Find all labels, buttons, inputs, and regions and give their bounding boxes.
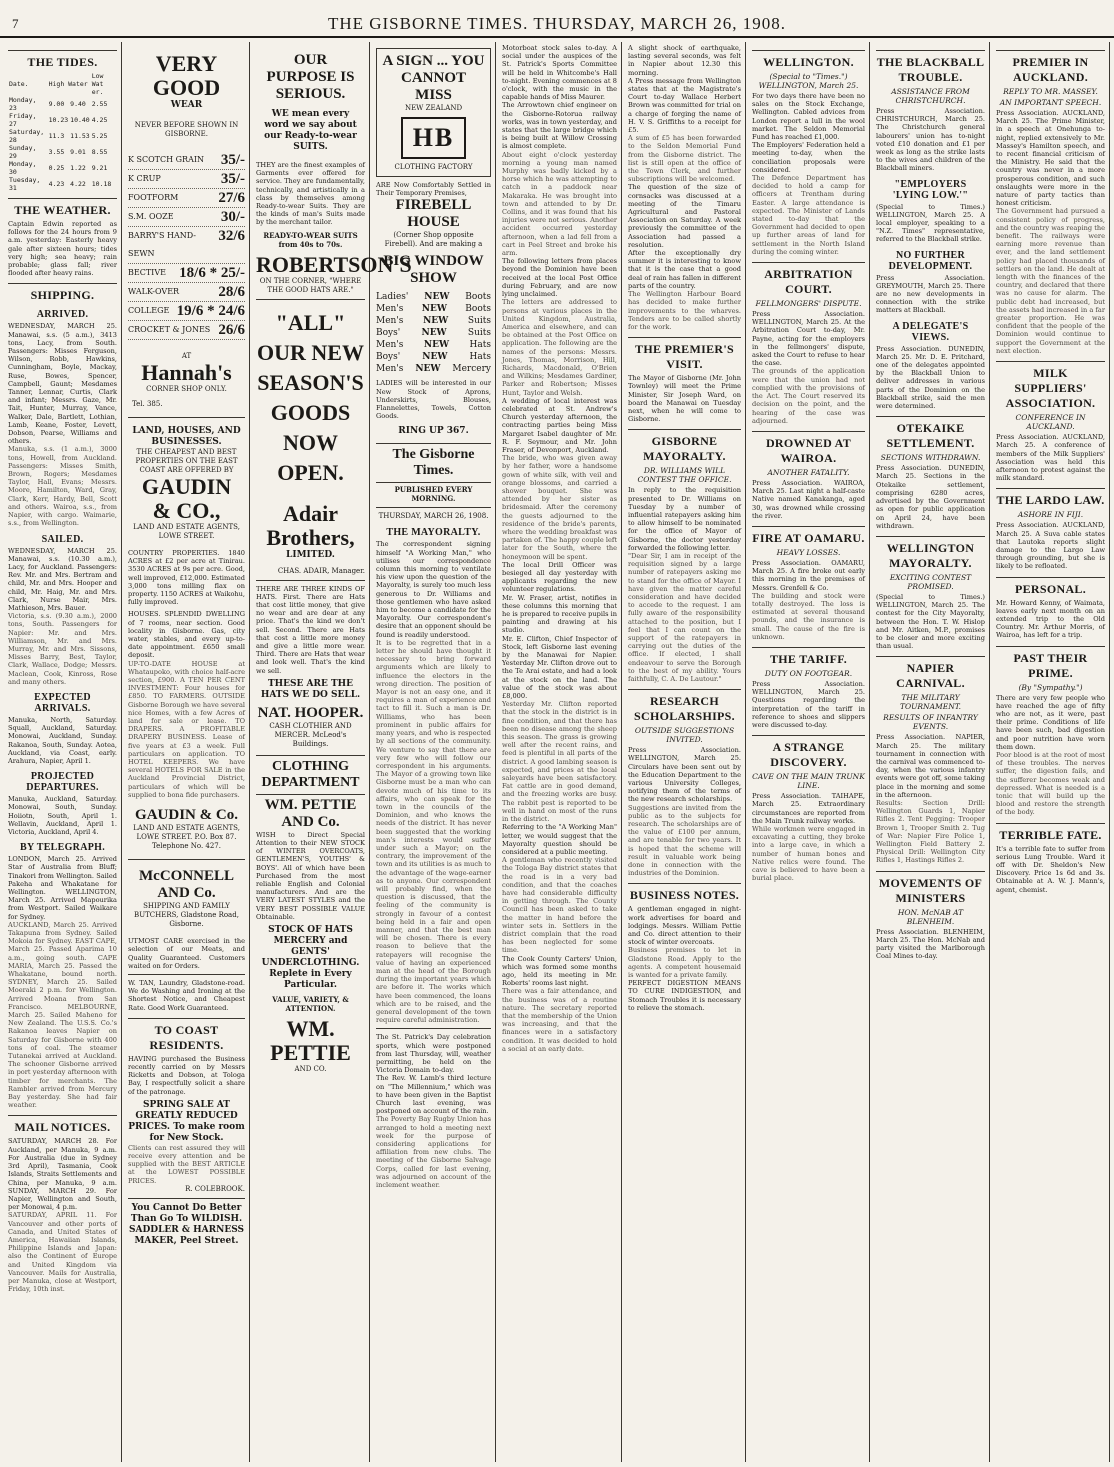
spring-sale-text: SPRING SALE AT GREATLY REDUCED PRICES. To make room for New Stock. (128, 1099, 245, 1143)
research-heading: RESEARCH SCHOLARSHIPS. (628, 689, 741, 724)
newspaper-title: THE GISBORNE TIMES. THURSDAY, MARCH 26, 1908. (327, 14, 787, 33)
tariff-heading: THE TARIFF. (752, 647, 865, 667)
telegraph-text: LONDON, March 25. Arrived Star of Australia from Bluff; Tinakori from Wellington. Sailed Pakeha and Whakatane for Wellington. WELLINGTON, March 25. Arrived Mapourika from Westport. Sailed Waikare for Sydney. (8, 855, 117, 921)
weather-text: Captain Edwin reported as follows for the 24 hours from 9 a.m. yesterday: Easterly heavy gale after sixteen hours; tides very high; sea heavy; rain probable; glass fall; river flooded after heavy rains. (8, 220, 117, 278)
terrible-fate-heading: TERRIBLE FATE. (996, 823, 1105, 843)
tides-table: Date. High Water Low Wat er. Monday, 23 9.00 9.40 2.55 Friday, 27 10.23 10.40 4.25 Saturday, 28 11.3 11.53 5.25 Sunday, 29 3.55 9.01 8.55 Monday, 30 0.25 1.22 9.21 Tuesday, 31 4.23 4.22 10.18 (8, 72, 117, 192)
premier-auckland-text: Press Association. AUCKLAND, March 25. The Prime Minister, in a speech at Onehunga to-night, replied extensively to Mr. Massey's Hamilton speech, and to recent financial criticism of the Ministry. He said that the country was never in a more prosperous condition, and such onslaughts were more in the nature of party tactics than honest criticism. (996, 109, 1105, 208)
divider (128, 859, 245, 860)
st-patricks-text: The St. Patrick's Day celebration sports, which were postponed from last Thursday, will, weather permitting, be held on the Victoria Domain to-day. (376, 1033, 491, 1075)
past-prime-text: There are very few people who have reached the age of fifty who are not, as it were, past their prime. Conditions of life have been such, bad digestion and poor nutrition have worn them down. (996, 693, 1105, 751)
list-item: WALK-OVER 28/6 (128, 284, 245, 300)
dry-summer-text: After the exceptionally dry summer it is interesting to know that it is the case that a good deal of rain has fallen in different parts of the country. (628, 249, 741, 290)
column-5 (498, 42, 622, 1462)
filler-text: It is to be regretted that in a letter he should have thought it necessary to bring forward arguments which are likely to influence the electors in the wrong direction. The position of Mayor is not an easy one, and it requires a man of experience and tact to fill it. Such a man is Dr. Williams, who has been prominent in public affairs for many years, and who is respected by all sections of the community. We venture to say that there are very few who will follow our correspondent in his arguments. The Mayor of a growing town like Gisborne must be a man who can devote much of his time to its affairs, who can speak for the town in the councils of the Dominion, and who knows the needs of the district. It has never been suggested that the working man's interests would suffer under such a Mayor; on the contrary, the improvement of the town and its utilities is as much to the advantage of the wage-earner as to anyone. Our correspondent will probably find, when the question is discussed, that the feeling of the community is strongly in favour of a contest being held in a fair and open manner, and that the best man will be chosen. There is every reason to believe that the ratepayers will recognise the value of having an experienced man at the head of the Borough during the important years which are before it. The works which have been commenced, the loans which are to be raised, and the general development of the town require careful administration. (376, 638, 491, 1025)
filler-text: The Wellington Harbour Board has decided to make further improvements to the wharves. Tenders are to be called shortly for the work. (628, 290, 741, 331)
lamb-lecture-text: The Rev. W. Lamb's third lecture on "The Millennium," which was to have been given in the Baptist Church last evening, was postponed on account of the rain. (376, 1074, 491, 1116)
development-heading: NO FURTHER DEVELOPMENT. (888, 249, 973, 272)
development-text: Press Association. GREYMOUTH, March 25. There are no new developments in connection with the strike matters at Blackball. (876, 273, 985, 315)
business-notes-heading: BUSINESS NOTES. (628, 883, 741, 903)
filler-text: Clients can rest assured they will receive every attention and be supplied with the BEST ARTICLE at the LOWEST POSSIBLE PRICES. (128, 1143, 245, 1185)
milk-suppliers-heading: MILK SUPPLIERS' ASSOCIATION. (996, 361, 1105, 411)
business-notes-text: A gentleman engaged in night-work advertises for board and lodgings. Messrs. William Pettie and Co. direct attention to their stock of winter overcoats. (628, 905, 741, 947)
divider (376, 1028, 491, 1029)
blackball-heading: THE BLACKBALL TROUBLE. (876, 50, 985, 85)
table-row: Monday, 30 0.25 1.22 9.21 (9, 160, 108, 176)
pettie-text: WISH to Direct Special Attention to their NEW STOCK of WINTER OVERCOATS, GENTLEMEN'S, YOUTHS' & BOYS'. All of which have been Purchased from the most reliable English and Colonial manufacturers. And are the VERY LATEST STYLES and the VERY BEST POSSIBLE VALUE Obtainable. (256, 830, 365, 921)
boot-price-list (128, 151, 245, 340)
painting-text: Mr. W. Fraser, artist, notifies in these columns this morning that he is prepared to receive pupils in painting and drawing at his studio. (502, 593, 617, 635)
colebrook-signature: R. COLEBROOK. (185, 1184, 245, 1193)
drill-text: The local Drill Officer was besieged all day yesterday with applicants regarding the new volunteer regulations. (502, 560, 617, 594)
page-number: 7 (12, 16, 19, 31)
filler-text: The grounds of the application were that the union had not complied with the provisions of the Act. The Court reserved its decision on the point, and the hearing of the case was adjourned. (752, 367, 865, 425)
tariff-text: Press Association. WELLINGTON, March 25. Questions regarding the interpretation of the tariff in reference to shoes and slippers were discussed to-day. (752, 679, 865, 729)
ad-headline: VERY GOOD (152, 51, 221, 100)
column-9: PREMIER IN AUCKLAND. REPLY TO MR. MASSEY. AN IMPORTANT SPEECH. Press Association. AUCKLAND, March 25. The Prime Minister, in a speech at Onehunga to-night, replied extensively to Mr. Massey's Hamilton speech, and to recent financial criticism of the Ministry. He said that the country was never in a more prosperous condition, and such onslaughts were more in the nature of party tactics than honest criticism. The Government had pursued a consistent policy of progress, and the country was reaping the benefit. The railways were earning more revenue than ever, and the land settlement policy had placed thousands of settlers on the land. He dealt at length with the finances of the country, and declared that there was no cause for alarm. The public debt had increased, but the assets had increased in a far greater proportion. He was confident that the people of the Dominion would continue to support the Government at the next election. MILK SUPPLIERS' ASSOCIATION. CONFERENCE IN AUCKLAND. Press Association. AUCKLAND, March 25. A conference of members of the Milk Suppliers' Association was held this afternoon to protest against the milk standard. THE LARDO LAW. ASHORE IN FIJI. Press Association. AUCKLAND, March 25. A Suva cable states that Lautoka reports slight damage to the Largo Law through grounding, but she is likely to be refloated. PERSONAL. Mr. Howard Kenny, of Waimata, leaves early next month on an extended trip to the Old Country. Mr. Arthur Morris, of Wairoa, has left for a trip. PAST THEIR PRIME. (By "Sympathy.") There are very few people who have reached the age of fifty who are not, as it were, past their prime. Conditions of life have been such, bad digestion and poor nutrition have worn them down. Poor blood is at the root of most of these troubles. The nerves suffer, the digestion fails, and the sufferer becomes weak and depressed. What is needed is a tonic that will build up the blood and restore the strength of the body. TERRIBLE FATE. It's a terrible fate to suffer from serious Lung Trouble. Ward it off with Dr. Sheldon's New Discovery. Price 1s 6d and 3s. Obtainable at A. W. J. Mann's, agent, chemist. (992, 42, 1110, 1462)
gaudin-ad-2: GAUDIN & Co. LAND AND ESTATE AGENTS, LOWE STREET. P.O. Box 87. Telephone No. 427. (133, 807, 240, 851)
gisborne-mayoralty-text: In reply to the requisition presented to Dr. Williams on Tuesday by a number of influential ratepayers asking him to allow himself to be nominated for the office of Mayor of Gisborne, the doctor yesterday forwarded the following letter. (628, 486, 741, 552)
filler-text: SATURDAY, APRIL 11. For Vancouver and other ports of Canada, and United States of America, Hawaiian Islands, Philippine Islands and Japan: also the Continent of Europe and United Kingdom via Vancouver. Mails for Australia, per Manuka, close at Westport, Friday, 10th inst. (8, 1211, 117, 1294)
divider (256, 299, 365, 300)
stock-text: STOCK OF HATS MERCERY and GENTS' UNDERCLOTHING. Replete in Every Particular. (261, 925, 360, 991)
premier-auckland-heading: PREMIER IN AUCKLAND. (996, 50, 1105, 85)
blackball-text: Press Association. CHRISTCHURCH, March 25. The Christchurch general labourers' union has to-night voted £10 donation and £1 per week as long as the strike lasts to the wives and children of the Blackball miners. (876, 107, 985, 173)
list-item: BECTIVE 18/6 * 25/- (128, 265, 245, 281)
list-item: Men's NEW Hats (376, 340, 491, 351)
list-item: FOOTFORM 27/6 (128, 190, 245, 206)
list-item: Men's NEW Suits (376, 316, 491, 327)
suits-price: READY-TO-WEAR SUITS from 40s to 70s. (263, 230, 358, 249)
expected-text: Manuka, North, Saturday. Squall, Auckland, Saturday. Monowai, Auckland, Sunday. Rakanoa, South, Sunday. Aotea, Auckland, via Coast, early. Arahura, Napier, April 1. (8, 715, 117, 765)
filler-text: There was a fair attendance, and the business was of a routine nature. The secretary reported that the membership of the Union was increasing, and that the finances were in a satisfactory condition. It was decided to hold a social at an early date. (502, 987, 617, 1053)
tan-laundry-ad: W. TAN, Laundry, Gladstone-road. We do Washing and Ironing at the Shortest Notice, and Cheapest Rate. Good Work Guaranteed. (128, 978, 245, 1012)
digestion-text: PERFECT DIGESTION MEANS TO CURE INDIGESTION, and Stomach Troubles it is necessary to relieve the stomach. (628, 979, 741, 1012)
table-row: Friday, 27 10.23 10.40 4.25 (9, 112, 108, 128)
list-item: K CRUP 35/- (128, 171, 245, 187)
divider (376, 507, 491, 508)
list-item: K SCOTCH GRAIN 35/- (128, 152, 245, 168)
earthquake-text: A slight shock of earthquake, lasting several seconds, was felt in Napier about 12.30 this morning. (628, 44, 741, 77)
delegate-heading: A DELEGATE'S VIEWS. (892, 320, 969, 343)
filler-text: Victoria, s.s. (9.30 a.m.), 2000 tons, South. Passengers for Napier: Mr. and Mrs. Williamson, Mr. and Mrs. Murray, Mr. and Mrs. Sissons, Misses Barry, Best, Taylor, Clark, Wallace, Dodge; Messrs. Maclean, Cook, Kinross, Rose and many others. (8, 612, 117, 686)
ring-up-text: RING UP 367. (398, 426, 469, 437)
coast-residents-heading: TO COAST RESIDENTS. (128, 1018, 245, 1053)
arbitration-heading: ARBITRATION COURT. (752, 262, 865, 297)
serious-ad: OUR PURPOSE IS SERIOUS. WE mean every word we say about our Ready-to-wear SUITS. (264, 52, 357, 152)
carters-union-text: The Cook County Carters' Union, which was formed some months ago, held its meeting in Mr. Roberts' rooms last night. (502, 954, 617, 988)
list-item: Men's NEW Mercery (376, 364, 491, 375)
column-1 (4, 42, 122, 1462)
filler-text: The letters are addressed to persons at various places in the United Kingdom, Australia, America and elsewhere, and can be obtained at the Post Office on application. The following are the names of the persons: Messrs. Jones, Thomas, Morrison, Hill, Richards, Macdonald, O'Brien and Wilkins; Mesdames Gardiner, Parker and Robertson; Misses Hunt, Taylor and Welsh. (502, 298, 617, 397)
weather-heading: THE WEATHER. (8, 198, 117, 218)
filler-text: About eight o'clock yesterday morning a young man named Murphy was badly kicked by a horse which he was attempting to catch in a paddock near Makaraka. He was brought into town and attended to by Dr. Collins, and it was found that his injuries were not serious. Another accident occurred yesterday afternoon, when a lad fell from a cart in Peel Street and broke his arm. (502, 150, 617, 258)
divider (128, 417, 245, 418)
filler-text: The bride, who was given away by her father, wore a handsome gown of white silk, with veil and orange blossoms, and carried a shower bouquet. She was attended by her sister as bridesmaid. After the ceremony the guests adjourned to the residence of the bride's parents, where the wedding breakfast was partaken of. The happy couple left later for the South, where the honeymoon will be spent. (502, 454, 617, 561)
filler-text: While workmen were engaged in excavating a cutting, they broke into a large cave, in which a number of human bones and Native relics were found. The cave is believed to have been a burial place. (752, 824, 865, 883)
list-item: Men's NEW Boots (376, 304, 491, 315)
intro-text: Motorboat stock sales to-day. A social under the auspices of the St. Patrick's Sports Committee will be held in Whitcombe's Hall to-night. Evening commences at 8 o'clock, with the music in the capable hands of Miss Maurer. (502, 44, 617, 102)
table-row: Monday, 23 9.00 9.40 2.55 (9, 96, 108, 112)
napier-carnival-text: Press Association. NAPIER, March 25. The military tournament in connection with the carnival was commenced to-day, when the various infantry events were got off, some taking place in the morning and some in the afternoon. (876, 733, 985, 799)
premier-visit-heading: THE PREMIER'S VISIT. (628, 337, 741, 372)
milk-suppliers-text: Press Association. AUCKLAND, March 25. A conference of members of the Milk Suppliers' Association was held this afternoon to protest against the milk standard. (996, 433, 1105, 483)
saddler-ad: You Cannot Do Better Than Go To WILDISH. SADDLER & HARNESS MAKER, Peel Street. (128, 1202, 244, 1246)
filler-text: A sum of £5 has been forwarded to the Seldon Memorial Fund from the Gisborne district. The list is still open at the office of the Town Clerk, and further subscriptions will be welcomed. (628, 134, 741, 184)
sailed-text: WEDNESDAY, MARCH 25. Manawai, s.s. (10.30 a.m.), Lacy, for Auckland. Passengers: Rev. Mr. and Mrs. Bertram and child, Mr. and Mrs. Hooper and child, Mr. Haig, Mr. and Mrs. Clark, Nurse Mair, Mrs. Mathieson, Mrs. Bauer. (8, 546, 117, 612)
napier-carnival-heading: NAPIER CARNIVAL. (876, 656, 985, 691)
expected-heading: EXPECTED ARRIVALS. (34, 691, 91, 714)
coast-residents-text: HAVING purchased the Business recently carried on by Messrs Ricketts and Dobson, at Tologa Bay, I respectfully solicit a share of the patronage. (128, 1054, 245, 1096)
telegraph-heading: BY TELEGRAPH. (19, 842, 106, 854)
new-goods-list (376, 291, 491, 375)
filler-text: The building and stock were totally destroyed. The loss is estimated at several thousand pounds, and the insurance is small. The cause of the fire is unknown. (752, 591, 865, 641)
drowned-text: Press Association. WAIROA, March 25. Last night a half-caste Native named Kanakanga, aged 30, was drowned while crossing the river. (752, 478, 865, 520)
lying-low-text: (Special to Times.) WELLINGTON, March 25. A local employer, speaking to a "N.Z. Times" representative, referred to the Blackball strike. (876, 202, 985, 244)
clothing-department-heading: CLOTHING DEPARTMENT (256, 755, 365, 795)
personal-heading: PERSONAL. (996, 577, 1105, 597)
divider (256, 580, 365, 581)
mail-heading: MAIL NOTICES. (8, 1115, 117, 1135)
list-item: CROCKET & JONES 26/6 (128, 322, 245, 338)
gisborne-mayoralty-heading: GISBORNE MAYORALTY. (628, 429, 741, 464)
hats-heading: THESE ARE THE HATS WE DO SELL. (260, 678, 361, 700)
shipping-heading: SHIPPING. (8, 283, 117, 303)
hb-sign-ad: A SIGN ... YOU CANNOT MISS NEW ZEALAND HB CLOTHING FACTORY (376, 48, 491, 177)
wellington-mayoralty-text: (Special to Times.) WELLINGTON, March 25. The contest for the City Mayoralty, between the Hon. T. W. Hislop and Mr. Aitken, M.P., promises to be closer and more exciting than usual. (876, 592, 985, 651)
employers-text: The Employers' Federation held a meeting to-day, when the conciliation proposals were considered. (752, 141, 865, 174)
wm-pettie-logo: WM. PETTIE (270, 1016, 351, 1066)
filler-text: Poor blood is at the root of most of these troubles. The nerves suffer, the digestion fails, and the sufferer becomes weak and depressed. What is needed is a tonic that will build up the blood and restore the strength of the body. (996, 750, 1105, 817)
filler-text: Suggestions are invited from the public as to the subjects for research. The scholarships are of the value of £100 per annum, and are tenable for two years. It is hoped that the scheme will result in valuable work being done in connection with the industries of the Dominion. (628, 803, 741, 878)
wellington-mayoralty-heading: WELLINGTON MAYORALTY. (876, 536, 985, 571)
arrived-heading: ARRIVED. (36, 309, 89, 321)
table-row: Saturday, 28 11.3 11.53 5.25 (9, 128, 108, 144)
hannahs-logo: Hannah's (141, 360, 232, 385)
clifton-text: Mr. E. Clifton, Chief Inspector of Stock, left Gisborne last evening by the Manawai for Napier. Yesterday Mr. Clifton drove out to the Te Arai estate, and had a look at the stock on the land. The value of the stock was about £8,000. (502, 634, 617, 701)
firebell-intro: ARE Now Comfortably Settled in Their Temporary Premises, (376, 181, 491, 198)
dateline: THURSDAY, MARCH 26, 1908. (378, 512, 489, 521)
ladies-text: LADIES will be interested in our New Stock of Aprons, Underskirts, Blouses, Flannelettes, Towels, Cotton Goods. (376, 379, 491, 421)
hats-text: THERE ARE THREE KINDS OF HATS. First. There are Hats that cost little money, that give no wear and are dear at any price. That's the kind we don't sell. Second. There are Hats that cost a little more money and give a little more wear. Third. There are Hats that wear and look well. That's the kind we sell. (256, 584, 365, 675)
pettie-logo: WM. PETTIE AND Co. (264, 796, 357, 830)
past-prime-heading: PAST THEIR PRIME. (996, 646, 1105, 681)
delegate-text: Press Association. DUNEDIN, March 25. Mr. D. E. Pritchard, one of the delegates appointed by the Blackball Union to deliver addresses in various parts of the Dominion on the Blackball strike, said the men were determined. (876, 344, 985, 411)
list-item: BARRY'S HAND-SEWN 32/6 (128, 227, 245, 264)
mayoralty-editorial-heading: THE MAYORALTY. (386, 527, 481, 539)
strange-discovery-heading: A STRANGE DISCOVERY. (752, 735, 865, 770)
fire-heading: FIRE AT OAMARU. (752, 526, 865, 546)
firemen-text: The following letters from places beyond the Dominion have been received at the local Post Office during February, and are now lying unclaimed. (502, 257, 617, 299)
terrible-fate-text: It's a terrible fate to suffer from serious Lung Trouble. Ward it off with Dr. Sheldon's New Discovery. Price 1s 6d and 3s. Obtainable at A. W. J. Mann's, agent, chemist. (996, 844, 1105, 894)
filler-text: AUCKLAND, March 25. Arrived Takapuna from Sydney. Sailed Mokoia for Sydney. EAST CAPE, March 25. Passed Aparima 10 a.m., going south. CAPE MARIA, March 25. Passed the Whakatane, bound north. SYDNEY, March 25. Sailed Moeraki 2 p.m. for Wellington. Arrived Moana from San Francisco. MELBOURNE, March 25. Sailed Maheno for New Zealand. The U.S.S. Co.'s Rakanoa leaves Napier on Saturday for Gisborne with 400 tons of coal. The steamer Tutanekai arrived at Auckland. The schooner Gisborne arrived in port yesterday afternoon with timber for merchants. The Rambler arrived from Mercury Bay yesterday. She had fair weather. (8, 920, 117, 1110)
nat-hooper-logo: NAT. HOOPER. (257, 704, 364, 721)
divider (128, 1198, 245, 1199)
column-2 (124, 42, 250, 1462)
table-row: Tuesday, 31 4.23 4.22 10.18 (9, 176, 112, 192)
houses-text: HOUSES. SPLENDID DWELLING of 7 rooms, near section. Good locality in Gisborne. Gas, city water, stables, and every up-to-date appointment. £650 small deposit. (128, 610, 245, 660)
filler-text: Business premises to let in Gladstone Road. Apply to the agents. A competent housemaid is wanted for a private family. (628, 946, 741, 980)
ministers-text: Press Association. BLENHEIM, March 25. The Hon. McNab and party visited the Marlborough Coal Mines to-day. (876, 927, 985, 961)
drowned-heading: DROWNED AT WAIROA. (752, 431, 865, 466)
filler-text: A gentleman who recently visited the Tologa Bay district states that the road is in a very bad condition, and that the coaches have had considerable difficulty in getting through. The County Council has been asked to take the matter in hand before the winter sets in. Settlers in the district complain that the road has been neglected for some time. (502, 856, 617, 955)
hb-logo: HB (401, 117, 467, 159)
mcconnell-ad: McCONNELL AND Co. SHIPPING AND FAMILY BUTCHERS, Gladstone Road, Gisborne. (134, 868, 239, 929)
filler-text: The Poverty Bay Rugby Union has arranged to hold a meeting next week for the purpose of considering applications for affiliation from new clubs. The meeting of the Gisborne Salvage Corps, called for last evening, was adjourned on account of the inclement weather. (376, 1115, 491, 1190)
largo-law-text: Press Association. AUCKLAND, March 25. A Suva cable states that Lautoka reports slight damage to the Largo Law through grounding, but she is likely to be refloated. (996, 521, 1105, 571)
engineer-text: The Arrowtown chief engineer on the Gisborne-Rotorua railway works, was in town yesterday, and states that the large bridge which is being built at Willow Crossing is almost complete. (502, 101, 617, 151)
robertsons-logo: ROBERTSON'S (256, 251, 412, 277)
column-8: THE BLACKBALL TROUBLE. ASSISTANCE FROM CHRISTCHURCH. Press Association. CHRISTCHURCH, March 25. The Christchurch general labourers' union has to-night voted £10 donation and £1 per week as long as the strike lasts to the wives and children of the Blackball miners. "EMPLOYERS 'LYING LOW.'" (Special to Times.) WELLINGTON, March 25. A local employer, speaking to a "N.Z. Times" representative, referred to the Blackball strike. NO FURTHER DEVELOPMENT. Press Association. GREYMOUTH, March 25. There are no new developments in connection with the strike matters at Blackball. A DELEGATE'S VIEWS. Press Association. DUNEDIN, March 25. Mr. D. E. Pritchard, one of the delegates appointed by the Blackball Union to deliver addresses in various parts of the Dominion on the Blackball strike, said the men were determined. OTEKAIKE SETTLEMENT. SECTIONS WITHDRAWN. Press Association. DUNEDIN, March 25. Sections in the Otekaike settlement, comprising 6280 acres, advertised by the Government as open for public application on April 24, have been withdrawn. WELLINGTON MAYORALTY. EXCITING CONTEST PROMISED. (Special to Times.) WELLINGTON, March 25. The contest for the City Mayoralty, between the Hon. T. W. Hislop and Mr. Aitken, M.P., promises to be closer and more exciting than usual. NAPIER CARNIVAL. THE MILITARY TOURNAMENT. RESULTS OF INFANTRY EVENTS. Press Association. NAPIER, March 25. The military tournament in connection with the carnival was commenced to-day, when the various infantry events were got off, some taking place in the morning and some in the afternoon. Results: Section Drill: Wellington Guards 1, Napier Rifles 2. Tent Pegging: Trooper Brown 1, Trooper Smith 2. Tug of War: Napier Fire Police 1, Wellington Field Battery 2. Physical Drill: Wellington City Rifles 1, Hastings Rifles 2. MOVEMENTS OF MINISTERS HON. McNAB AT BLENHEIM. Press Association. BLENHEIM, March 25. The Hon. McNab and party visited the Marlborough Coal Mines to-day. (872, 42, 990, 1462)
suits-text: THEY are the finest examples of Garments ever offered for service. They are fundamentally, technically, and artistically in a class by themselves among Ready-to-wear Suits. They are the kinds of man's Suits made by the merchant tailor. (256, 161, 365, 227)
projected-text: Manuka, Auckland, Saturday. Monowai, South, Sunday. Hoiiotn, South, April 1. Wellavin, Auckland, April 1. Victoria, Auckland, April 4. (8, 795, 117, 836)
column-7: WELLINGTON. (Special to "Times.") WELLINGTON, March 25. For two days there have been no sales on the Stock Exchange, Wellington. Cabled advices from London report a lull in the wool market. The Seldon Memorial Fund has reached £1,000. The Employers' Federation held a meeting to-day, when the conciliation proposals were considered. The Defence Department has decided to hold a camp for officers at Trentham during Easter. A large attendance is expected. The Minister of Lands stated to-day that the Government had decided to open up further areas of land for settlement in the North Island during the coming winter. ARBITRATION COURT. FELLMONGERS' DISPUTE. Press Association. WELLINGTON, March 25. At the Arbitration Court to-day, Mr. Payne, acting for the employers in the fellmongers' dispute, asked the Court to refuse to hear the case. The grounds of the application were that the union had not complied with the provisions of the Act. The Court reserved its decision on the point, and the hearing of the case was adjourned. DROWNED AT WAIROA. ANOTHER FATALITY. Press Association. WAIROA, March 25. Last night a half-caste Native named Kanakanga, aged 30, was drowned while crossing the river. FIRE AT OAMARU. HEAVY LOSSES. Press Association. OAMARU, March 25. A fire broke out early this morning in the premises of Messrs. Grenfell & Co. The building and stock were totally destroyed. The loss is estimated at several thousand pounds, and the insurance is small. The cause of the fire is unknown. THE TARIFF. DUTY ON FOOTGEAR. Press Association. WELLINGTON, March 25. Questions regarding the interpretation of the tariff in reference to shoes and slippers were discussed to-day. A STRANGE DISCOVERY. CAVE ON THE MAIN TRUNK LINE. Press Association. TAIHAPE, March 25. Extraordinary circumstances are reported from the Main Trunk railway works. While workmen were engaged in excavating a cutting, they broke into a large cave, in which a number of human bones and Native relics were found. The cave is believed to have been a burial place. (748, 42, 870, 1462)
firebell-house-heading: FIREBELL HOUSE (395, 197, 472, 231)
mcconnell-text: UTMOST CARE exercised in the selection of our Meats, and Quality Guaranteed. Customers waited on for Orders. (128, 937, 245, 970)
list-item: Ladies' NEW Boots (376, 292, 491, 303)
tides-heading: THE TIDES. (8, 50, 117, 70)
list-item: Boys' NEW Hats (376, 352, 491, 363)
filler-text: Results: Section Drill: Wellington Guards 1, Napier Rifles 2. Tent Pegging: Trooper Brown 1, Trooper Smith 2. Tug of War: Napier Fire Police 1, Wellington Field Battery 2. Physical Drill: Wellington City Rifles 1, Hastings Rifles 2. (876, 798, 985, 865)
filler-text: Manuka, s.s. (1 a.m.), 3000 tons, Howell, from Auckland. Passengers: Misses Smith, Brown, Rogers; Mesdames Taylor, Hall, Evans; Messrs. Moore, Hamilton, Ward, Gray, Clark, Kerr, Hardy, Bell, Scott and others. Wairoa, s.s., from Napier, with cargo. Waimarie, s.s., from Wellington. (8, 445, 117, 528)
all-our-goods-ad: "ALL" OUR NEW SEASON'S GOODS NOW OPEN. (257, 309, 364, 485)
research-text: Press Association. WELLINGTON, March 25. Circulars have been sent out by the Education Department to the various University Colleges, notifying them of the terms of the new research scholarships. (628, 746, 741, 804)
list-item: Boys' NEW Suits (376, 328, 491, 339)
divider (128, 974, 245, 975)
ministers-heading: MOVEMENTS OF MINISTERS (876, 871, 985, 906)
list-item: COLLEGE 19/6 * 24/6 (128, 303, 245, 319)
premier-visit-text: The Mayor of Gisborne (Mr. John Townley) will meet the Prime Minister, Sir Joseph Ward, on board the Manawai on Tuesday next, when he will come to Gisborne. (628, 374, 741, 424)
otekaike-heading: OTEKAIKE SETTLEMENT. (876, 416, 985, 451)
gisborne-times-masthead: The Gisborne Times. (376, 443, 491, 483)
table-row: Sunday, 29 3.55 9.01 8.55 (9, 144, 108, 160)
arrived-text: WEDNESDAY, MARCH 25. Manawai, s.s. (5 a.m.), 3413 tons, Lacy, from South. Passengers: Misses Ferguson, Wilson, Robb, Hawkins, Cunningham, Boyle, Mackay, Ruse, Bowes, Spencer, Campbell, Gaunt; Mesdames Tanner, Lennar, Curtis, Clark and infant; Messrs. Gaze, Mr. Tait, Hunter, Murray, Vance, Walker, Dale, Bartlett, Lothian, Lamb, Keane, Foster, Levett, Dobson, Pearse, Williams and others. (8, 322, 117, 446)
gaudin-logo: GAUDIN & CO., (141, 474, 232, 523)
wellington-heading: WELLINGTON. (752, 50, 865, 70)
filler-text: The Defence Department has decided to hold a camp for officers at Trentham during Easter. A large attendance is expected. The Minister of Lands stated to-day that the Government had decided to open up further areas of land for settlement in the North Island during the coming winter. (752, 174, 865, 256)
projected-heading: PROJECTED DEPARTURES. (26, 771, 99, 794)
working-man-text: Referring to the "A Working Man" letter, we would suggest that the Mayoralty question should be considered at a public meeting. (502, 823, 617, 856)
wellington-text: For two days there have been no sales on the Stock Exchange, Wellington. Cabled advices from London report a lull in the wool market. The Seldon Memorial Fund has reached £1,000. (752, 92, 865, 142)
filler-text: UP-TO-DATE HOUSE at Whataupoko, with choice half-acre section, £900. A TEN PER CENT INVESTMENT: Four houses for £850. TO FARMERS. OUTSIDE Gisborne Borough we have several nice Homes, with a few Acres of land for sale or lease. TO DRAPERS. A PROFITABLE DRAPERY BUSINESS. Lease of five years at £3 a week. Full particulars on application. TO HOTEL KEEPERS. We have several HOTELS FOR SALE in the Auckland Provincial District, particulars of which will be supplied to bona fide purchasers. (128, 659, 245, 799)
mail-text: SATURDAY, MARCH 28. For Auckland, per Manuka, 9 a.m. For Australia (due in Sydney 3rd April), Tasmania, Cook Islands, Straits Settlements and China, per Manuka, 9 a.m. SUNDAY, MARCH 29. For Napier, Wellington and South, per Monowai, 4 p.m. (8, 1137, 117, 1212)
wedding-text: A wedding of local interest was celebrated at St. Andrew's Church yesterday afternoon, the contracting parties being Miss Margaret Isabel daughter of Mr. R. F. Seymour, and Mr. John Fraser, of Devonport, Auckland. (502, 396, 617, 454)
big-window-heading: BIG WINDOW SHOW (383, 253, 484, 287)
personal-text: Mr. Howard Kenny, of Waimata, leaves early next month on an extended trip to the Old Country. Mr. Arthur Morris, of Wairoa, has left for a trip. (996, 598, 1105, 640)
column-6: A slight shock of earthquake, lasting several seconds, was felt in Napier about 12.30 this morning. A Press message from Wellington states that at the Magistrate's Court to-day Wallace Herbert Brown was committed for trial on a charge of forging the name of H. V. S. Griffiths to a receipt for £5. A sum of £5 has been forwarded to the Seldon Memorial Fund from the Gisborne district. The list is still open at the office of the Town Clerk, and further subscriptions will be welcomed. The question of the size of cornsacks was discussed at a meeting of the Timaru Agricultural and Pastoral Association on Saturday. A week previously the committee of the Association had passed a resolution. After the exceptionally dry summer it is interesting to know that it is the case that a good deal of rain has fallen in different parts of the country. The Wellington Harbour Board has decided to make further improvements to the wharves. Tenders are to be called shortly for the work. THE PREMIER'S VISIT. The Mayor of Gisborne (Mr. John Townley) will meet the Prime Minister, Sir Joseph Ward, on board the Manawai on Tuesday next, when he will come to Gisborne. GISBORNE MAYORALTY. DR. WILLIAMS WILL CONTEST THE OFFICE. In reply to the requisition presented to Dr. Williams on Tuesday by a number of influential ratepayers asking him to allow himself to be nominated for the office of Mayor of Gisborne, the doctor yesterday forwarded the following letter. "Dear Sir, I am in receipt of the requisition signed by a large number of ratepayers asking me to stand for the office of Mayor. I have given the matter careful consideration and have decided to accede to the request. I am fully aware of the responsibility attached to the position, but I feel that I can count on the support of the ratepayers in carrying out the duties of the office. If elected, I shall endeavour to serve the Borough to the best of my ability. Yours faithfully, C. A. De Lautour." RESEARCH SCHOLARSHIPS. OUTSIDE SUGGESTIONS INVITED. Press Association. WELLINGTON, March 25. Circulars have been sent out by the Education Department to the various University Colleges, notifying them of the terms of the new research scholarships. Suggestions are invited from the public as to the subjects for research. The scholarships are of the value of £100 per annum, and are tenable for two years. It is hoped that the scheme will result in valuable work being done in connection with the industries of the Dominion. BUSINESS NOTES. A gentleman engaged in night-work advertises for board and lodgings. Messrs. William Pettie and Co. direct attention to their stock of winter overcoats. Business premises to let in Gladstone Road. Apply to the agents. A competent housemaid is wanted for a private family. PERFECT DIGESTION MEANS TO CURE INDIGESTION, and Stomach Troubles it is necessary to relieve the stomach. (624, 42, 746, 1462)
column-4: A SIGN ... YOU CANNOT MISS NEW ZEALAND HB CLOTHING FACTORY ARE Now Comfortably Settled in Their Temporary Premises, FIREBELL HOUSE (Corner Shop opposite Firebell). And are making a BIG WINDOW SHOW Ladies' NEW Boots Men's NEW Boots Men's NEW Suits Boys' NEW Suits Men's NEW Hats Boys' NEW Hats Men's NEW Mercery LADIES will be interested in our New Stock of Aprons, Underskirts, Blouses, Flannelettes, Towels, Cotton Goods. RING UP 367. The Gisborne Times. PUBLISHED EVERY MORNING. THURSDAY, MARCH 26, 1908. THE MAYORALTY. The correspondent signing himself "A Working Man," who utilises our correspondence column this morning to ventilate his view upon the question of the Mayoralty, is surely too much less generous to Dr. Williams and those gentlemen who have asked him to become a candidate for the Mayoralty. Our correspondent's desire that an opponent should be found is readily understood. It is to be regretted that in a letter he should have thought it necessary to bring forward arguments which are likely to influence the electors in the wrong direction. The position of Mayor is not an easy one, and it requires a man of experience and tact to fill it. Such a man is Dr. Williams, who has been prominent in public affairs for many years, and who is respected by all sections of the community. We venture to say that there are very few who will follow our correspondent in his arguments. The Mayor of a growing town like Gisborne must be a man who can devote much of his time to its affairs, who can speak for the town in the councils of the Dominion, and who knows the needs of the district. It has never been suggested that the working man's interests would suffer under such a Mayor; on the contrary, the improvement of the town and its utilities is as much to the advantage of the wage-earner as to anyone. Our correspondent will probably find, when the question is discussed, that the feeling of the community is strongly in favour of a contest being held in a fair and open manner, and that the best man will be chosen. There is every reason to believe that the ratepayers will recognise the value of having an experienced man at the head of the Borough during the important years which are before it. The works which have been commenced, the loans which are to be raised, and the general development of the town require careful administration. The St. Patrick's Day celebration sports, which were postponed from last Thursday, will, weather permitting, be held on the Victoria Domain to-day. The Rev. W. Lamb's third lecture on "The Millennium," which was to have been given in the Baptist Church last evening, was postponed on account of the rain. The Poverty Bay Rugby Union has arranged to hold a meeting next week for the purpose of considering applications for affiliation from new clubs. The meeting of the Gisborne Salvage Corps, called for last evening, was adjourned on account of the inclement weather. (372, 42, 496, 1462)
fire-text: Press Association. OAMARU, March 25. A fire broke out early this morning in the premises of Messrs. Grenfell & Co. (752, 558, 865, 592)
list-item: S.M. OOZE 30/- (128, 209, 245, 225)
otekaike-text: Press Association. DUNEDIN, March 25. Sections in the Otekaike settlement, comprising 6280 acres, advertised by the Government as open for public application on April 24, have been withdrawn. (876, 464, 985, 530)
adair-brothers-logo: Adair Brothers, (266, 500, 355, 550)
arbitration-text: Press Association. WELLINGTON, March 25. At the Arbitration Court to-day, Mr. Payne, acting for the employers in the fellmongers' dispute, asked the Court to refuse to hear the case. (752, 310, 865, 368)
filler-text: The Government had pursued a consistent policy of progress, and the country was reaping the benefit. The railways were earning more revenue than ever, and the land settlement policy had placed thousands of settlers on the land. He dealt at length with the finances of the country, and declared that there was no cause for alarm. The public debt had increased, but the assets had increased in a far greater proportion. He was confident that the people of the Dominion would continue to support the Government at the next election. (996, 207, 1105, 355)
value-text: VALUE, VARIETY, & ATTENTION. (272, 995, 349, 1014)
press-message-text: A Press message from Wellington states that at the Magistrate's Court to-day Wallace Herbert Brown was committed for trial on a charge of forging the name of H. V. S. Griffiths to a receipt for £5. (628, 76, 741, 135)
country-properties-text: COUNTRY PROPERTIES. 1840 ACRES at £2 per acre at Tinirau. 3530 ACRES at 9s per acre. Good, well improved, £12,000. Estimated 3,000 tons milling flax on property. 1150 ACRES at Waikohu, fully improved. (128, 549, 245, 607)
mayoralty-editorial-text: The correspondent signing himself "A Working Man," who utilises our correspondence column this morning to ventilate his view upon the question of the Mayoralty, is surely too much less generous to Dr. Williams and those gentlemen who have asked him to become a candidate for the Mayoralty. Our correspondent's desire that an opponent should be found is readily understood. (376, 540, 491, 639)
column-3: OUR PURPOSE IS SERIOUS. WE mean every word we say about our Ready-to-wear SUITS. THEY are the finest examples of Garments ever offered for service. They are fundamentally, technically, and artistically in a class by themselves among Ready-to-wear Suits. They are the kinds of man's Suits made by the merchant tailor. READY-TO-WEAR SUITS from 40s to 70s. ROBERTSON'S ON THE CORNER, "WHERE THE GOOD HATS ARE." "ALL" OUR NEW SEASON'S GOODS NOW OPEN. Adair Brothers, LIMITED. CHAS. ADAIR, Manager. THERE ARE THREE KINDS OF HATS. First. There are Hats that cost little money, that give no wear and are dear at any price. That's the kind we don't sell. Second. There are Hats that cost a little more money and give a little more wear. Third. There are Hats that wear and look well. That's the kind we sell. THESE ARE THE HATS WE DO SELL. NAT. HOOPER. CASH CLOTHIER AND MERCER. McLeod's Buildings. CLOTHING DEPARTMENT WM. PETTIE AND Co. WISH to Direct Special Attention to their NEW STOCK of WINTER OVERCOATS, GENTLEMEN'S, YOUTHS' & BOYS'. All of which have been Purchased from the most reliable English and Colonial manufacturers. And are the VERY LATEST STYLES and the VERY BEST POSSIBLE VALUE Obtainable. STOCK OF HATS MERCERY and GENTS' UNDERCLOTHING. Replete in Every Particular. VALUE, VARIETY, & ATTENTION. WM. PETTIE AND CO. (252, 42, 370, 1462)
lying-low-heading: "EMPLOYERS 'LYING LOW.'" (892, 178, 969, 201)
filler-text: Yesterday Mr. Clifton reported that the stock in the district is in fine condition, and that there has been no disease among the sheep this season. The grass is growing well after the recent rains, and feed is plentiful in all parts of the district. A good lambing season is expected, and prices at the local saleyards have been satisfactory. Fat cattle are in good demand, and the freezing works are busy. The rabbit pest is reported to be well in hand on most of the runs in the district. (502, 700, 617, 824)
hannahs-ad: AT Hannah's CORNER SHOP ONLY. Tel. 385. (128, 348, 245, 413)
filler-text: "Dear Sir, I am in receipt of the requisition signed by a large number of ratepayers asking me to stand for the office of Mayor. I have given the matter careful consideration and have decided to accede to the request. I am fully aware of the responsibility attached to the position, but I feel that I can count on the support of the ratepayers in carrying out the duties of the office. If elected, I shall endeavour to serve the Borough to the best of my ability. Yours faithfully, C. A. De Lautour." (628, 551, 741, 683)
very-good-ad: VERY GOOD WEAR NEVER BEFORE SHOWN IN GISBORNE. (128, 48, 245, 143)
sailed-heading: SAILED. (41, 533, 84, 545)
gaudin-ad: LAND, HOUSES, AND BUSINESSES. THE CHEAPEST AND BEST PROPERTIES ON THE EAST COAST ARE OFFERED BY GAUDIN & CO., LAND AND ESTATE AGENTS, LOWE STREET. (132, 426, 241, 540)
largo-law-heading: THE LARDO LAW. (996, 488, 1105, 508)
cornsacks-text: The question of the size of cornsacks was discussed at a meeting of the Timaru Agricultural and Pastoral Association on Saturday. A week previously the committee of the Association had passed a resolution. (628, 183, 741, 249)
masthead (0, 0, 1114, 38)
strange-discovery-text: Press Association. TAIHAPE, March 25. Extraordinary circumstances are reported from the Main Trunk railway works. (752, 792, 865, 825)
